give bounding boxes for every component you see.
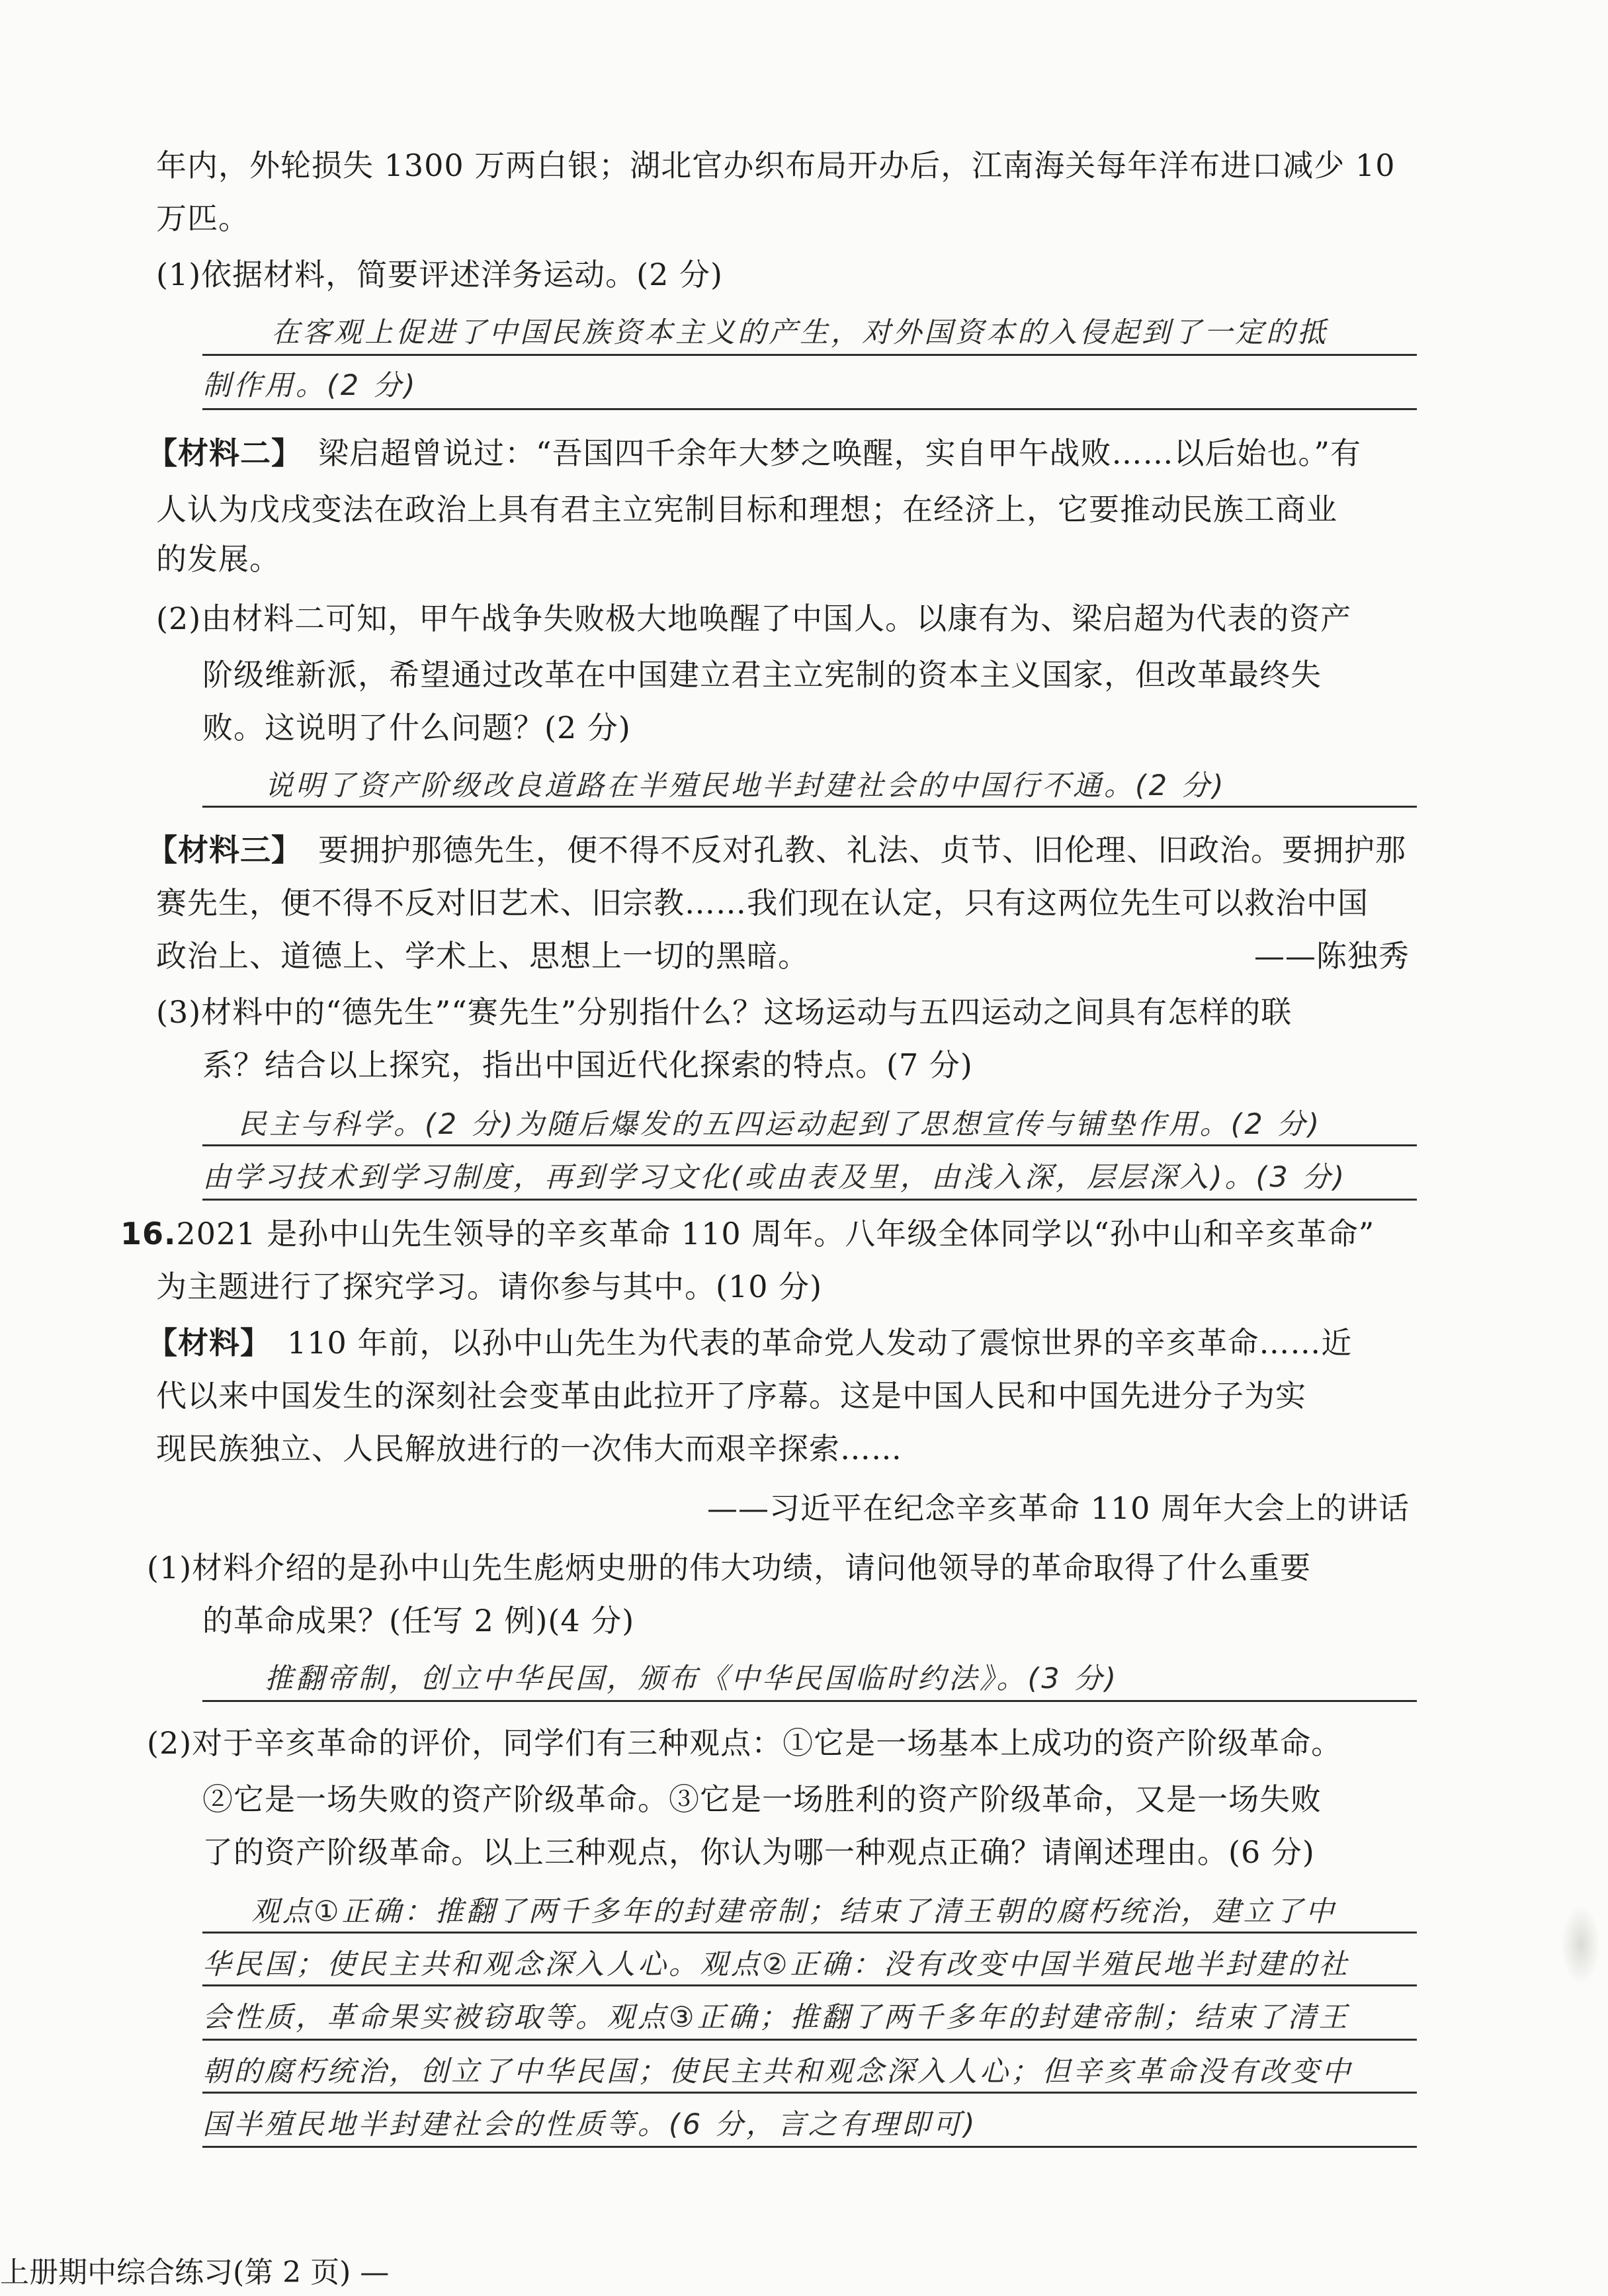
question-16-text-line-1: 2021 是孙中山先生领导的辛亥革命 110 周年。八年级全体同学以“孙中山和辛亥革命” <box>176 1216 1375 1252</box>
answer-rule <box>202 408 1417 410</box>
answer-rule <box>202 2092 1417 2094</box>
question-16-2-answer-line-1: 观点①正确：推翻了两千多年的封建帝制；结束了清王朝的腐朽统治，建立了中 <box>251 1895 1337 1928</box>
question-3-answer-line-1: 民主与科学。(2 分)为随后爆发的五四运动起到了思想宣传与铺垫作用。(2 分) <box>238 1108 1322 1141</box>
material-2-text-line-1 <box>147 433 1361 473</box>
question-16-material-line-1 <box>147 1323 1352 1363</box>
intro-line-2: 万匹。 <box>156 200 249 236</box>
question-16-2-line-2: ②它是一场失败的资产阶级革命。③它是一场胜利的资产阶级革命，又是一场失败 <box>202 1781 1322 1817</box>
answer-rule <box>202 1700 1417 1702</box>
material-3-line-2: 赛先生，便不得不反对旧艺术、旧宗教……我们现在认定，只有这两位先生可以救治中国 <box>156 885 1369 921</box>
material-3-source: ——陈独秀 <box>1254 938 1410 974</box>
answer-rule <box>202 1932 1417 1934</box>
question-16-2-answer-line-3: 会性质，革命果实被窃取等。观点③正确；推翻了两千多年的封建帝制；结束了清王 <box>202 2001 1350 2034</box>
question-2-line-1: (2)由材料二可知，甲午战争失败极大地唤醒了中国人。以康有为、梁启超为代表的资产 <box>156 601 1352 636</box>
question-2-line-2: 阶级维新派，希望通过改革在中国建立君主立宪制的资本主义国家，但改革最终失 <box>202 657 1322 693</box>
question-3-line-1: (3)材料中的“德先生”“赛先生”分别指什么？这场运动与五四运动之间具有怎样的联 <box>156 994 1292 1030</box>
material-3-text-line-1 <box>147 830 1406 870</box>
question-16-2-answer-line-2: 华民国；使民主共和观念深入人心。观点②正确：没有改变中国半殖民地半封建的社 <box>202 1948 1350 1981</box>
question-3-line-2: 系？结合以上探究，指出中国近代化探索的特点。(7 分) <box>202 1047 973 1083</box>
answer-rule <box>202 354 1417 356</box>
page-footer: 上册期中综合练习(第 2 页) — <box>0 2256 390 2289</box>
material-2-line-3: 的发展。 <box>156 541 280 577</box>
question-16-2-line-1: (2)对于辛亥革命的评价，同学们有三种观点：①它是一场基本上成功的资产阶级革命。 <box>147 1725 1343 1761</box>
answer-rule <box>202 2039 1417 2041</box>
question-16-material-source: ——习近平在纪念辛亥革命 110 周年大会上的讲话 <box>706 1490 1410 1526</box>
material-3-line-3: 政治上、道德上、学术上、思想上一切的黑暗。 <box>156 938 809 974</box>
question-16-line-2: 为主题进行了探究学习。请你参与其中。(10 分) <box>156 1269 823 1304</box>
question-1-answer-line-2: 制作用。(2 分) <box>202 369 418 402</box>
answer-rule <box>202 1144 1417 1146</box>
material-3-line-1: 要拥护那德先生，便不得不反对孔教、礼法、贞节、旧伦理、旧政治。要拥护那 <box>318 832 1406 868</box>
question-1-answer-line-1: 在客观上促进了中国民族资本主义的产生，对外国资本的入侵起到了一定的抵 <box>271 316 1328 349</box>
answer-rule <box>202 2146 1417 2148</box>
question-3-answer-line-2: 由学习技术到学习制度，再到学习文化(或由表及里，由浅入深，层层深入)。(3 分) <box>202 1161 1347 1194</box>
scan-smudge <box>1561 1905 1601 1984</box>
question-16-material-line-2: 代以来中国发生的深刻社会变革由此拉开了序幕。这是中国人民和中国先进分子为实 <box>156 1378 1306 1414</box>
question-16-2-answer-line-5: 国半殖民地半封建社会的性质等。(6 分，言之有理即可) <box>202 2108 978 2141</box>
question-16-material-tag: 【材料】 <box>147 1325 271 1361</box>
answer-rule <box>202 1199 1417 1201</box>
question-16-line-1 <box>120 1214 1375 1254</box>
material-3-tag: 【材料三】 <box>147 832 302 868</box>
question-16-material-line-3: 现民族独立、人民解放进行的一次伟大而艰辛探索…… <box>156 1431 902 1467</box>
material-2-line-1: 梁启超曾说过：“吾国四千余年大梦之唤醒，实自甲午战败……以后始也。”有 <box>318 435 1362 471</box>
question-16-2-answer-line-4: 朝的腐朽统治，创立了中华民国；使民主共和观念深入人心；但辛亥革命没有改变中 <box>202 2055 1353 2088</box>
question-1-prompt: (1)依据材料，简要评述洋务运动。(2 分) <box>156 257 723 292</box>
question-16-1-line-1: (1)材料介绍的是孙中山先生彪炳史册的伟大功绩，请问他领导的革命取得了什么重要 <box>147 1550 1312 1586</box>
question-16-1-line-2: 的革命成果？(任写 2 例)(4 分) <box>202 1603 635 1638</box>
material-2-tag: 【材料二】 <box>147 435 302 471</box>
question-2-answer: 说明了资产阶级改良道路在半殖民地半封建社会的中国行不通。(2 分) <box>265 769 1226 802</box>
question-16-material-text-1: 110 年前，以孙中山先生为代表的革命党人发动了震惊世界的辛亥革命……近 <box>287 1325 1353 1361</box>
intro-line-1: 年内，外轮损失 1300 万两白银；湖北官办织布局开办后，江南海关每年洋布进口减少 10 <box>156 148 1396 183</box>
question-2-line-3: 败。这说明了什么问题？(2 分) <box>202 710 631 745</box>
question-16-1-answer: 推翻帝制，创立中华民国，颁布《中华民国临时约法》。(3 分) <box>265 1662 1119 1695</box>
answer-rule <box>202 806 1417 808</box>
question-16-2-line-3: 了的资产阶级革命。以上三种观点，你认为哪一种观点正确？请阐述理由。(6 分) <box>202 1834 1315 1870</box>
material-2-line-2: 人认为戊戌变法在政治上具有君主立宪制目标和理想；在经济上，它要推动民族工商业 <box>156 491 1337 527</box>
answer-rule <box>202 1984 1417 1986</box>
question-16-number: 16. <box>120 1216 177 1252</box>
